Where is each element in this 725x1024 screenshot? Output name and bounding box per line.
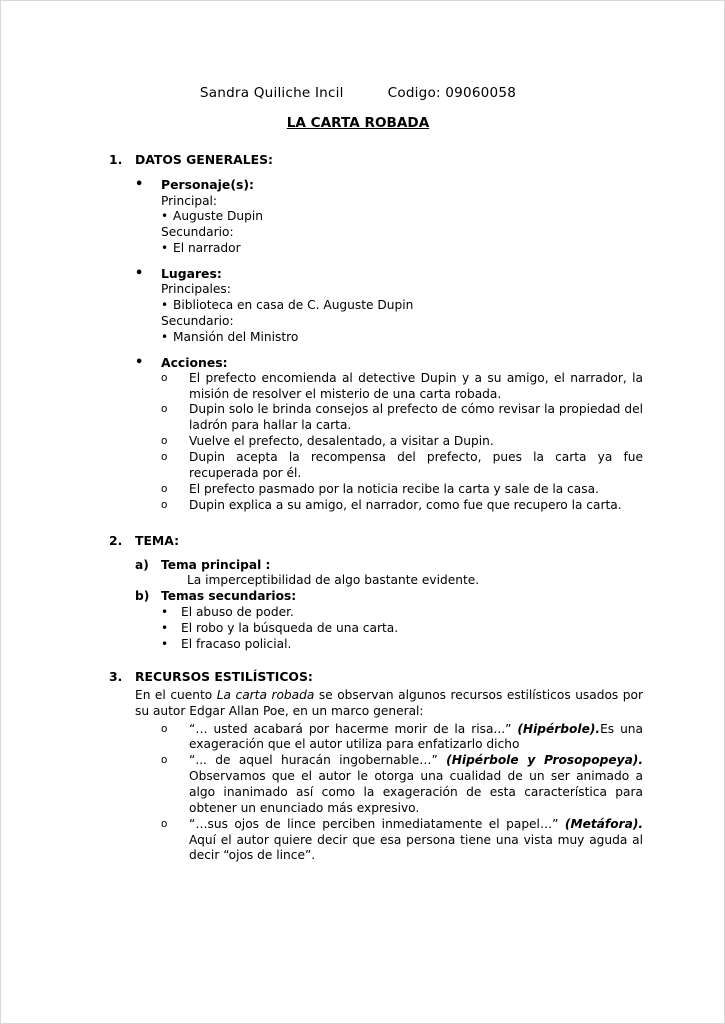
disc-bullet-icon: • (161, 241, 169, 256)
list-item (161, 817, 643, 865)
section-datos-generales (73, 152, 643, 513)
document-body (73, 85, 643, 866)
device-quote: “… usted acabará por hacerme morir de la risa...” (189, 721, 512, 736)
list-item-label: Dupin solo le brinda consejos al prefecto de cómo revisar la propiedad del ladrón para hallar la carta. (189, 402, 643, 433)
list-item (161, 209, 643, 225)
bullet-block-personajes (135, 177, 643, 257)
circle-bullet-icon: o (161, 498, 168, 511)
bullet-block-lugares (135, 266, 643, 346)
device-tag: (Metáfora). (564, 816, 644, 831)
disc-bullet-icon: • (161, 636, 169, 651)
list-item (161, 753, 643, 816)
section-number: 2. (109, 533, 123, 549)
circle-bullet-icon: o (161, 435, 168, 448)
section-title: RECURSOS ESTILÍSTICOS: (135, 668, 313, 684)
device-tag: (Hipérbole y Prosopopeya). (446, 753, 644, 768)
disc-bullet-icon: • (161, 298, 169, 313)
list-item-label: El prefecto encomienda al detective Dupin y a su amigo, el narrador, la misión de resolver el misterio de una carta robada. (189, 370, 643, 401)
list-item (161, 402, 643, 434)
lettered-label: Temas secundarios: (161, 589, 297, 604)
secondary-themes-list (161, 605, 643, 653)
device-entry (189, 817, 643, 865)
list-item (161, 298, 643, 314)
intro-text-part2: se observan algunos recursos estilísticos usados por su autor Edgar Allan Poe, en un marco general: (135, 687, 643, 718)
sub-group-principales (161, 282, 643, 345)
list-item-label: El abuso de poder. (181, 605, 294, 620)
lettered-body: La imperceptibilidad de algo bastante evidente. (187, 573, 480, 588)
section-heading (109, 152, 643, 168)
bullet-label: Acciones: (161, 354, 228, 370)
disc-bullet-icon: • (135, 354, 144, 370)
list-item-label: Biblioteca en casa de C. Auguste Dupin (173, 298, 414, 313)
disc-bullet-icon: • (135, 177, 144, 193)
disc-bullet-icon: • (135, 266, 144, 282)
list-item (161, 330, 643, 346)
section-number: 3. (109, 668, 123, 684)
disc-bullet-icon: • (161, 605, 169, 620)
device-quote: “…sus ojos de lince perciben inmediatamente el papel…” (189, 816, 559, 831)
document-header-line (73, 85, 643, 103)
list-item (161, 482, 643, 498)
list-item-label: El narrador (173, 241, 241, 256)
lettered-heading (135, 589, 643, 605)
bullet-label: Personaje(s): (161, 177, 254, 193)
bullet-heading (135, 177, 643, 193)
circle-bullet-icon: o (161, 754, 168, 767)
list-item-label: Mansión del Ministro (173, 329, 299, 344)
list-item (161, 722, 643, 754)
intro-text-part1: En el cuento (135, 687, 217, 702)
list-item (161, 371, 643, 403)
device-explanation: Aquí el autor quiere decir que esa persona tiene una vista muy aguda al decir “ojos de lince”. (189, 832, 643, 863)
devices-list (161, 722, 643, 865)
sub-label: Secundario: (161, 225, 234, 240)
circle-bullet-icon: o (161, 371, 168, 384)
sub-label: Principales: (161, 282, 231, 297)
section-heading (109, 533, 643, 549)
list-item-label: Vuelve el prefecto, desalentado, a visitar a Dupin. (189, 434, 494, 449)
device-entry (189, 722, 643, 754)
section-title: TEMA: (135, 533, 180, 549)
section-number: 1. (109, 152, 123, 168)
sub-label: Secundario: (161, 313, 234, 328)
disc-bullet-icon: • (161, 329, 169, 344)
list-item-label: Dupin explica a su amigo, el narrador, como fue que recupero la carta. (189, 497, 622, 512)
section-recursos-estilisticos (73, 669, 643, 865)
intro-paragraph (135, 688, 643, 720)
lettered-label: Tema principal : (161, 557, 271, 572)
list-item (161, 621, 643, 637)
device-explanation: Observamos que el autor le otorga una cualidad de un ser animado a algo inanimado así como la exageración de esta característica para obtener un enunciado más expresivo. (189, 769, 643, 815)
list-item (161, 498, 643, 514)
lettered-marker: b) (135, 589, 150, 604)
bullet-heading (135, 355, 643, 371)
circle-bullet-icon: o (161, 403, 168, 416)
device-tag: (Hipérbole). (517, 721, 601, 736)
list-item-label: El prefecto pasmado por la noticia recibe la carta y sale de la casa. (189, 481, 599, 496)
bullet-label: Lugares: (161, 266, 222, 282)
circle-bullet-icon: o (161, 451, 168, 464)
actions-list (161, 371, 643, 514)
list-item (161, 241, 643, 257)
bullet-heading (135, 266, 643, 282)
sub-label: Principal: (161, 193, 218, 208)
author-name: Sandra Quiliche Incil (199, 85, 344, 101)
list-item-label: El fracaso policial. (181, 636, 292, 651)
bullet-block-acciones (135, 355, 643, 514)
story-title: La carta robada (216, 687, 315, 702)
device-quote: “... de aquel huracán ingobernable…” (189, 753, 438, 768)
sub-group-principal (161, 194, 643, 257)
lettered-list (135, 558, 643, 653)
device-explanation: Es una exageración que el autor utiliza para enfatizarlo dicho (189, 721, 643, 752)
section-tema (73, 533, 643, 652)
section-heading (109, 669, 643, 685)
list-item-label: Auguste Dupin (173, 209, 263, 224)
device-entry (189, 753, 643, 816)
section-title: DATOS GENERALES: (135, 152, 273, 168)
list-item (161, 450, 643, 482)
list-item (161, 605, 643, 621)
lettered-heading (135, 558, 643, 574)
circle-bullet-icon: o (161, 482, 168, 495)
lettered-marker: a) (135, 557, 149, 572)
list-item-label: El robo y la búsqueda de una carta. (181, 621, 399, 636)
list-item-label: Dupin acepta la recompensa del prefecto, pues la carta ya fue recuperada por él. (189, 450, 643, 480)
disc-bullet-icon: • (161, 621, 169, 636)
lettered-item-b (135, 589, 643, 652)
circle-bullet-icon: o (161, 722, 168, 735)
student-code: Codigo: 09060058 (387, 85, 517, 101)
lettered-item-a (135, 558, 643, 590)
circle-bullet-icon: o (161, 817, 168, 830)
document-title: LA CARTA ROBADA (286, 114, 430, 131)
list-item (161, 637, 643, 653)
disc-bullet-icon: • (161, 209, 169, 224)
list-item (161, 434, 643, 450)
